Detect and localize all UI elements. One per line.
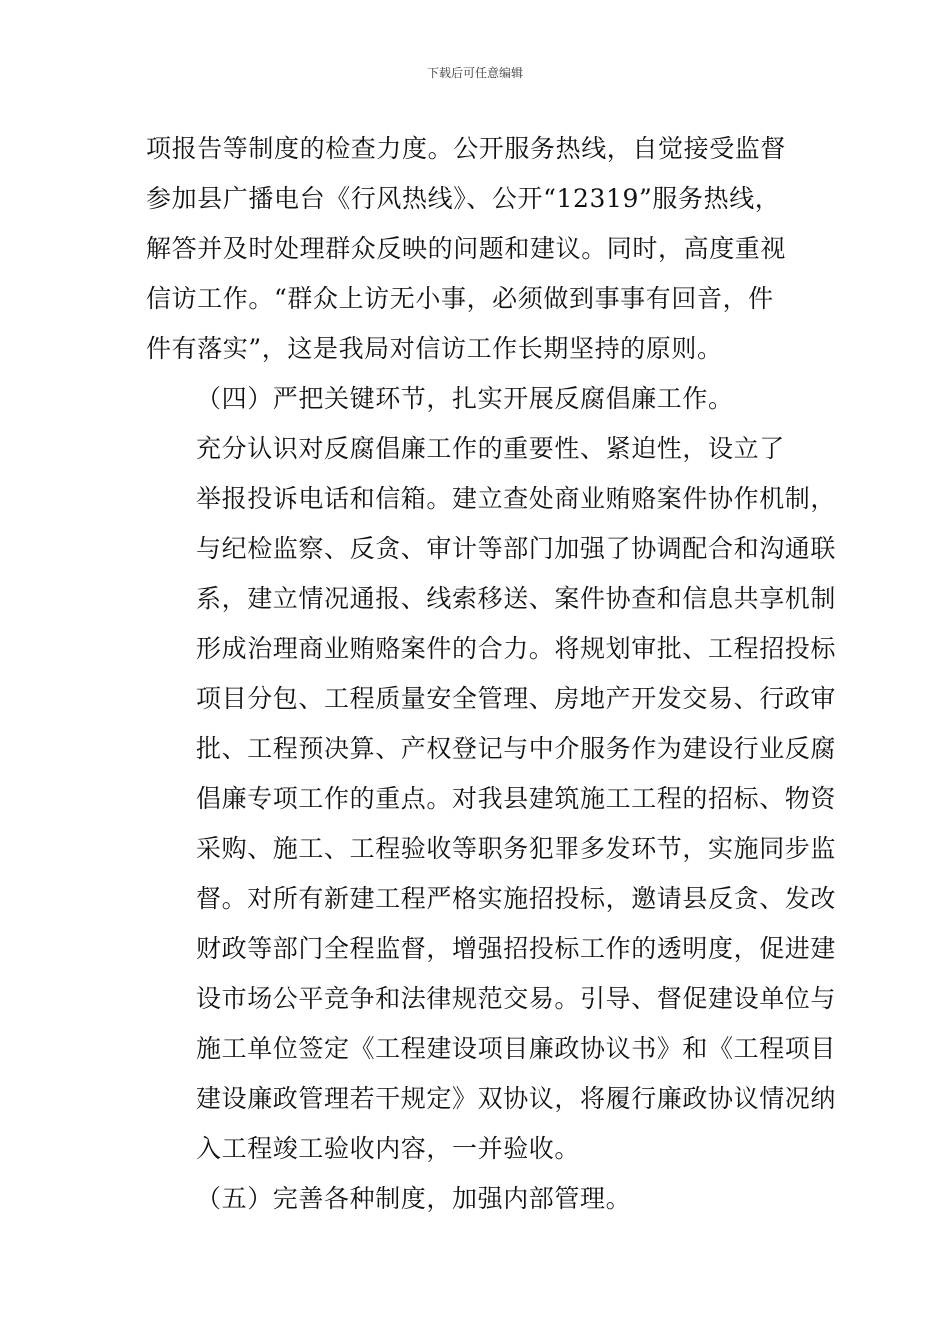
- text-line: 倡廉专项工作的重点。对我县建筑施工工程的招标、物资: [196, 784, 837, 813]
- text-line: 解答并及时处理群众反映的问题和建议。同时，高度重视: [146, 234, 787, 263]
- paragraph: [146, 124, 806, 374]
- text-line: 充分认识对反腐倡廉工作的重要性、紧迫性，设立了: [196, 434, 785, 463]
- text-line: 施工单位签定《工程建设项目廉政协议书》和《工程项目: [196, 1034, 837, 1063]
- page-header: 下载后可任意编辑: [426, 66, 523, 80]
- text-line: 入工程竣工验收内容，一并验收。: [196, 1134, 581, 1163]
- paragraph: [146, 1174, 806, 1224]
- text-line: （四）严把关键环节，扎实开展反腐倡廉工作。: [196, 384, 734, 413]
- text-line: 与纪检监察、反贪、审计等部门加强了协调配合和沟通联: [196, 534, 837, 563]
- text-line: 举报投诉电话和信箱。建立查处商业贿赂案件协作机制，: [196, 484, 837, 513]
- text-line: 参加县广播电台《行风热线》、公开“12319”服务热线，: [146, 184, 781, 213]
- text-line: 财政等部门全程监督，增强招投标工作的透明度，促进建: [196, 934, 837, 963]
- paragraph: [146, 424, 837, 1174]
- text-line: 督。对所有新建工程严格实施招投标，邀请县反贪、发改: [196, 884, 837, 913]
- text-line: 项目分包、工程质量安全管理、房地产开发交易、行政审: [196, 684, 837, 713]
- text-line: 设市场公平竞争和法律规范交易。引导、督促建设单位与: [196, 984, 837, 1013]
- text-line: 建设廉政管理若干规定》双协议，将履行廉政协议情况纳: [196, 1084, 837, 1113]
- text-line: 采购、施工、工程验收等职务犯罪多发环节，实施同步监: [196, 834, 837, 863]
- document-body: [146, 124, 837, 1224]
- text-line: 信访工作。“群众上访无小事，必须做到事事有回音，件: [146, 284, 774, 313]
- text-line: 形成治理商业贿赂案件的合力。将规划审批、工程招投标: [196, 634, 837, 663]
- paragraph: [146, 374, 806, 424]
- text-line: （五）完善各种制度，加强内部管理。: [196, 1184, 632, 1213]
- text-line: 件有落实”，这是我局对信访工作长期坚持的原则。: [146, 334, 723, 363]
- text-line: 系，建立情况通报、线索移送、案件协查和信息共享机制: [196, 584, 837, 613]
- text-line: 批、工程预决算、产权登记与中介服务作为建设行业反腐: [196, 734, 837, 763]
- text-line: 项报告等制度的检查力度。公开服务热线，自觉接受监督: [146, 134, 787, 163]
